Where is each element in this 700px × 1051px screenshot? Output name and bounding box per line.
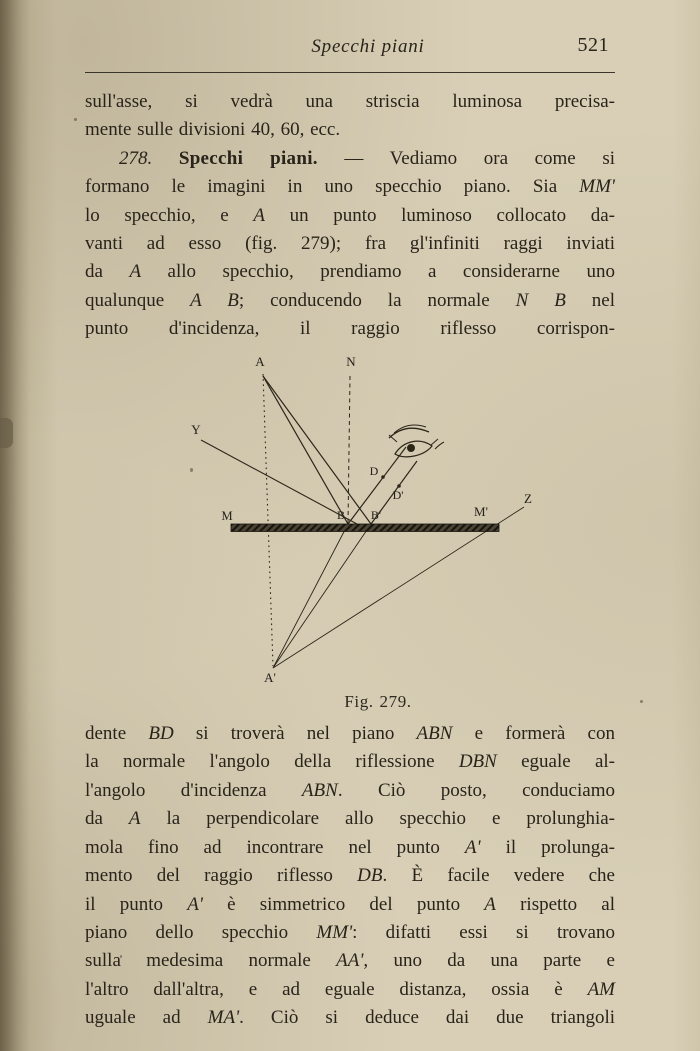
text-line: il punto A' è simmetrico del punto A rispetto al	[85, 893, 616, 915]
normal-nb-dashed	[348, 376, 350, 524]
text-line: dente BD si troverà nel piano ABN e formerà con	[85, 723, 615, 745]
text-line: sull'asse, si vedrà una striscia luminosa precisa-	[85, 91, 615, 112]
text-line: 278. Specchi piani. — Vediamo ora come si	[119, 147, 615, 169]
label-b: B	[336, 507, 346, 522]
text-line: uguale ad MA'. Ciò si deduce dai due triangoli	[85, 1007, 615, 1029]
incident-ray-ab2	[263, 376, 371, 524]
label-n: N	[346, 353, 356, 369]
text-line: formano le imagini in uno specchio piano. Sia MM'	[85, 176, 615, 198]
label-y: Y	[191, 421, 201, 437]
label-m: M	[221, 508, 233, 523]
text-line: mento del raggio riflesso DB. È facile vedere che	[85, 865, 615, 887]
eye-sketch	[389, 425, 444, 457]
page-header	[85, 36, 615, 62]
text-line: qualunque A B; conducendo la normale N B nel	[85, 289, 615, 311]
label-a2: A'	[264, 669, 276, 685]
optics-diagram	[143, 350, 573, 686]
paragraph-2	[85, 145, 615, 344]
figure-279	[85, 350, 615, 716]
text-line: punto d'incidenza, il raggio riflesso corrispon-	[85, 318, 615, 340]
label-a: A	[255, 353, 265, 369]
text-line: lo specchio, e A un punto luminoso collocato da-	[85, 204, 615, 226]
label-z: Z	[524, 490, 532, 506]
text-column	[85, 0, 615, 1033]
paragraph-3	[85, 720, 615, 1032]
text-line: la normale l'angolo della riflessione DBN eguale al-	[85, 751, 615, 773]
page-number: 521	[577, 34, 609, 56]
text-line: l'angolo d'incidenza ABN. Ciò posto, conduciamo	[85, 779, 615, 801]
text-line: vanti ad esso (fig. 279); fra gl'infiniti raggi inviati	[85, 233, 615, 255]
page-edge-mark	[0, 418, 13, 448]
label-m2: M'	[474, 503, 488, 519]
text-line: da A allo specchio, prendiamo a considerarne uno	[85, 261, 615, 283]
incident-ray-ab	[263, 376, 348, 524]
point-d	[381, 475, 385, 479]
normal-aa1-dotted	[263, 374, 273, 666]
mirror-bar	[231, 524, 499, 532]
header-rule	[85, 72, 615, 73]
prolongation-a1-b	[273, 524, 348, 668]
label-d2: D'	[392, 487, 404, 502]
body-text	[85, 88, 615, 1033]
text-line: piano dello specchio MM': difatti essi si trovano	[85, 921, 615, 943]
paragraph-1	[85, 88, 615, 145]
figure-caption: Fig. 279.	[344, 691, 412, 711]
prolongation-a1-b2	[273, 524, 371, 668]
label-b2: B'	[370, 507, 382, 522]
text-line: l'altro dall'altra, e ad eguale distanza, ossia è AM	[85, 978, 615, 1000]
paper-speck	[74, 118, 77, 121]
binding-shadow	[0, 0, 30, 1051]
running-title: Specchi piani	[311, 36, 425, 57]
text-line: mola fino ad incontrare nel punto A' il prolunga-	[85, 836, 615, 858]
text-line: sulla medesima normale AA', uno da una parte e	[85, 950, 615, 972]
text-line: da A la perpendicolare allo specchio e prolunghia-	[85, 808, 616, 830]
label-d: D	[369, 463, 379, 478]
text-line: mente sulle divisioni 40, 60, ecc.	[85, 119, 341, 141]
